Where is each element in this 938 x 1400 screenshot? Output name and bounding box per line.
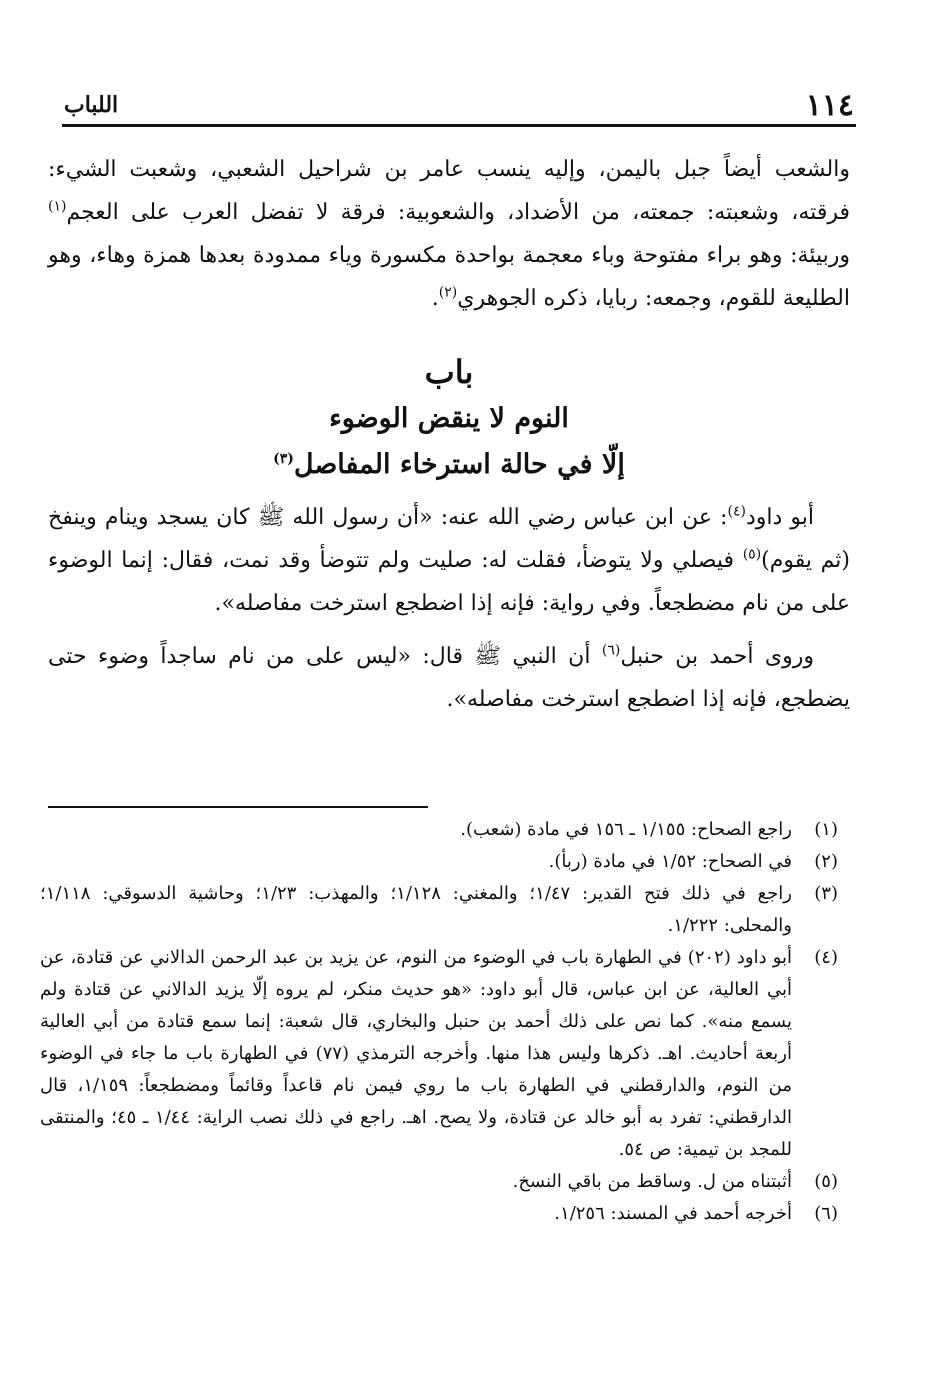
page-number: ١١٤ xyxy=(805,88,854,123)
hadith-2-part-b: أن النبي ﷺ قال: «ليس على من نام ساجداً وضوء حتى يضطجع، فإنه إذا اضطجع استرخت مفاصله». xyxy=(48,644,850,712)
running-title: اللباب xyxy=(64,92,119,118)
footnote-text: راجع الصحاح: ١/١٥٥ ـ ١٥٦ في مادة (شعب). xyxy=(460,819,792,840)
hadith-section xyxy=(48,496,850,731)
footnote-marker-3: (٣) xyxy=(273,451,294,467)
hadith-1-part-a: أبو داود xyxy=(745,505,814,530)
paragraph-part-3: . xyxy=(431,286,439,311)
paragraph-part-2: وربيئة: وهو براء مفتوحة وباء معجمة بواحدة مكسورة وياء ممدودة بعدها همزة وهاء، وهو الطليعة للقوم، وجمعه: ربايا، ذكره الجوهري xyxy=(48,243,850,311)
chapter-label: باب xyxy=(424,353,474,391)
hadith-paragraph-2 xyxy=(48,635,850,721)
chapter-heading xyxy=(48,352,850,488)
footnote-number: (٦) xyxy=(814,1203,838,1224)
footnotes xyxy=(40,814,838,1230)
footnote-marker-5: (٥) xyxy=(742,546,762,563)
footnote-item xyxy=(40,1166,838,1198)
paragraph-text xyxy=(48,148,850,320)
hadith-2-part-a: وروى أحمد بن حنبل xyxy=(620,644,814,669)
hadith-1-part-c: فيصلي ولا يتوضأ، فقلت له: صليت ولم تتوضأ وقد نمت، فقال: إنما الوضوء على من نام مضطجعاً. وفي رواية: فإنه إذا اضطجع استرخت مفاصله». xyxy=(48,548,850,616)
footnote-marker-1: (١) xyxy=(48,198,67,215)
body-paragraph xyxy=(48,148,850,320)
chapter-title-line-2-text: إلّا في حالة استرخاء المفاصل xyxy=(293,449,625,480)
chapter-title-line-1: النوم لا ينقض الوضوء xyxy=(329,403,569,434)
footnote-text: في الصحاح: ١/٥٢ في مادة (ربأ). xyxy=(548,851,792,872)
chapter-title-line-2 xyxy=(48,442,850,488)
footnote-text: راجع في ذلك فتح القدير: ١/٤٧؛ والمغني: ١/١٢٨؛ والمهذب: ١/٢٣؛ وحاشية الدسوقي: ١/١١٨؛ والمحلى: ١/٢٢٢. xyxy=(40,883,792,936)
hadith-1-part-b: : عن ابن عباس رضي الله عنه: «أن رسول الله ﷺ كان يسجد وينام وينفخ (ثم يقوم) xyxy=(48,505,850,573)
footnote-text: أخرجه أحمد في المسند: ١/٢٥٦. xyxy=(554,1203,792,1224)
footnote-item xyxy=(40,1198,838,1230)
footnote-item xyxy=(40,942,838,1166)
footnote-text: أثبتناه من ل. وساقط من باقي النسخ. xyxy=(512,1171,792,1192)
page-header xyxy=(62,84,856,127)
footnote-item xyxy=(40,878,838,942)
footnote-item xyxy=(40,846,838,878)
footnote-marker-2: (٢) xyxy=(438,284,458,301)
footnote-marker-4: (٤) xyxy=(727,503,746,520)
footnote-number: (١) xyxy=(814,819,838,840)
footnote-number: (٤) xyxy=(814,947,838,968)
footnote-number: (٥) xyxy=(814,1171,838,1192)
paragraph-part-1: والشعب أيضاً جبل باليمن، وإليه ينسب عامر بن شراحيل الشعبي، وشعبت الشيء: فرقته، وشعبته: جمعته، من الأضداد، والشعوبية: فرقة لا تفضل العرب على العجم xyxy=(48,157,850,225)
footnote-number: (٢) xyxy=(814,851,838,872)
footnote-item xyxy=(40,814,838,846)
hadith-paragraph-1 xyxy=(48,496,850,625)
footnote-number: (٣) xyxy=(814,883,838,904)
footnote-separator xyxy=(48,806,428,808)
footnote-text: أبو داود (٢٠٢) في الطهارة باب في الوضوء من النوم، عن يزيد بن عبد الرحمن الدالاني عن قتادة، عن أبي العالية، عن ابن عباس، قال أبو داود: «هو حديث منكر، لم يروه إلّا يزيد الدالاني عن قتادة ولم يسمع منه». كما نص على ذلك أحمد بن حنبل والبخاري، قال شعبة: إنما سمع قتادة من أبي العالية أربعة أحاديث. اهـ. ذكرها وليس هذا منها. وأخرجه الترمذي (٧٧) في الطهارة باب ما جاء في الوضوء من النوم، والدارقطني في الطهارة باب ما روي فيمن نام قاعداً وقائماً ومضطجعاً: ١/١٥٩، قال الدارقطني: تفرد به أبو خالد عن قتادة، ولا يصح. اهـ. راجع في ذلك نصب الراية: ١/٤٤ ـ ٤٥؛ والمنتقى للمجد بن تيمية: ص ٥٤. xyxy=(40,947,793,1160)
footnote-marker-6: (٦) xyxy=(601,642,621,659)
